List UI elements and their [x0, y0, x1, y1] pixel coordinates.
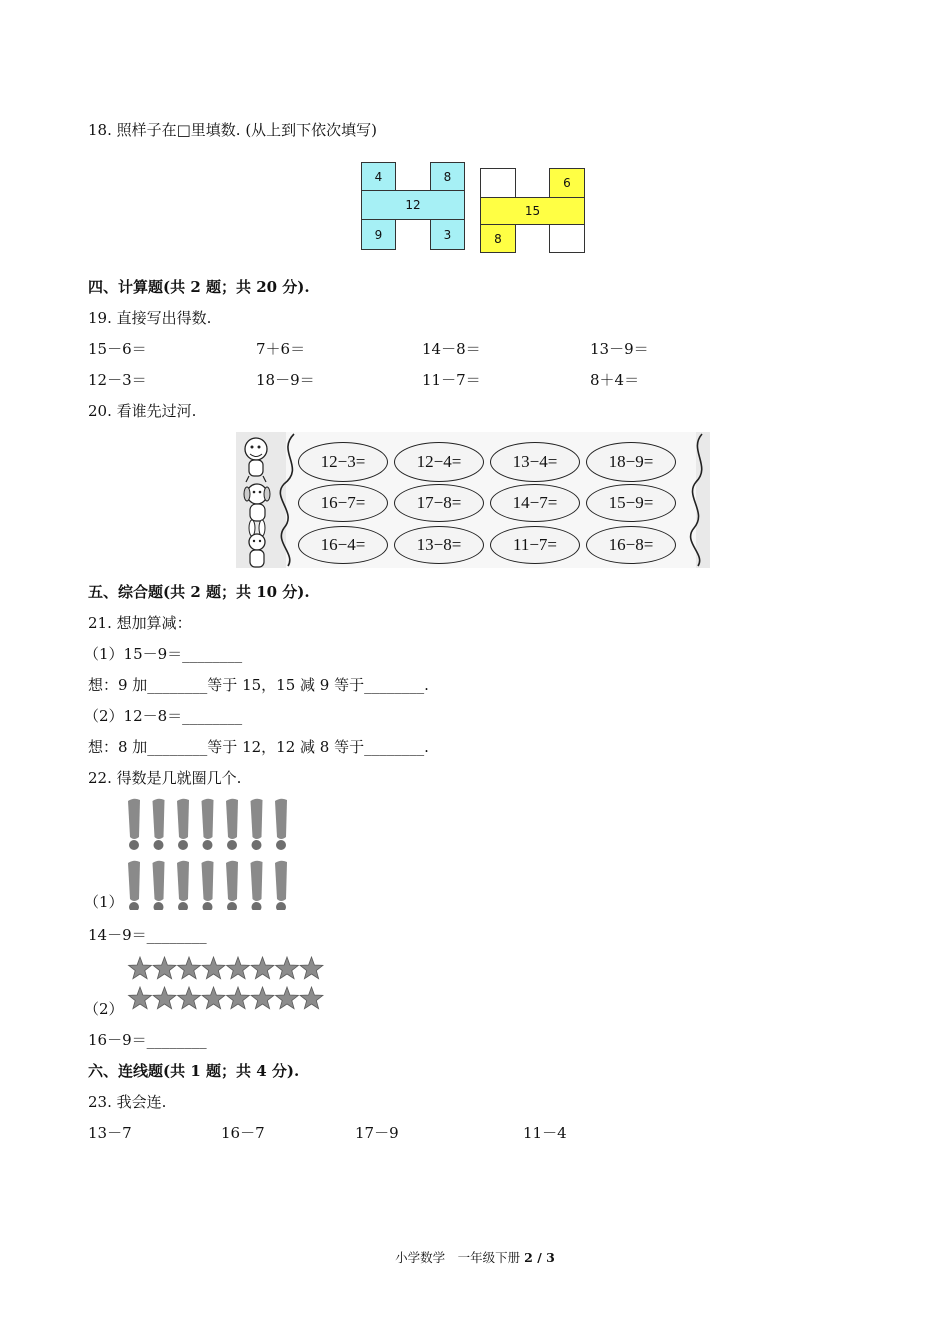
q19-expr: 8＋4＝ — [590, 371, 640, 389]
q19-text: 19. 直接写出得数. — [88, 309, 212, 327]
h-figure-task — [480, 168, 585, 253]
star-icon[interactable] — [202, 987, 225, 1009]
q19-expr: 15－6＝ — [88, 340, 147, 358]
section-4-heading: 四、计算题(共 2 题；共 20 分). — [88, 278, 310, 296]
example-middle-box: 12 — [361, 190, 465, 220]
star-icon[interactable] — [129, 957, 152, 979]
stamp-icon[interactable] — [177, 799, 189, 850]
river-figure — [236, 432, 710, 568]
star-icon[interactable] — [129, 987, 152, 1009]
q21-text: 21. 想加算减： — [88, 614, 192, 632]
stamp-icon[interactable] — [153, 799, 165, 850]
task-bottom-left-box: 8 — [480, 224, 516, 253]
q23-expr[interactable]: 17－9 — [355, 1124, 399, 1142]
q19-expr: 14－8＝ — [422, 340, 481, 358]
star-icon[interactable] — [178, 987, 201, 1009]
section-6-heading: 六、连线题(共 1 题；共 4 分). — [88, 1062, 300, 1080]
stamp-icon[interactable] — [202, 799, 214, 850]
q19-expr: 11－7＝ — [422, 371, 481, 389]
star-icon[interactable] — [251, 987, 274, 1009]
stone-oval: 16−4= — [298, 526, 388, 564]
q23-text: 23. 我会连. — [88, 1093, 167, 1111]
q21-part1[interactable]: （1）15－9＝________ — [84, 645, 243, 663]
star-icon[interactable] — [153, 957, 176, 979]
footer-subject: 小学数学 一年级下册 — [395, 1250, 525, 1265]
stamp-icon[interactable] — [153, 861, 165, 910]
page-number: 2 / 3 — [524, 1250, 555, 1265]
star-icon[interactable] — [251, 957, 274, 979]
stamp-icon[interactable] — [275, 799, 287, 850]
stone-oval: 16−7= — [298, 484, 388, 522]
stone-oval: 16−8= — [586, 526, 676, 564]
stamp-icon[interactable] — [275, 861, 287, 910]
example-bottom-left-box: 9 — [361, 219, 396, 250]
example-bottom-right-box: 3 — [430, 219, 465, 250]
stone-oval: 13−4= — [490, 442, 580, 482]
q18-text: 18. 照样子在□里填数. (从上到下依次填写) — [88, 121, 378, 139]
stone-oval: 15−9= — [586, 484, 676, 522]
star-icon[interactable] — [178, 957, 201, 979]
q20-text: 20. 看谁先过河. — [88, 402, 197, 420]
stamp-icon[interactable] — [251, 861, 263, 910]
star-icon[interactable] — [202, 957, 225, 979]
stamp-icon[interactable] — [128, 861, 140, 910]
star-icon[interactable] — [300, 957, 323, 979]
star-icon[interactable] — [227, 987, 250, 1009]
star-icon[interactable] — [276, 957, 299, 979]
q22-part2-equation[interactable]: 16－9＝________ — [88, 1031, 207, 1049]
q19-expr: 7＋6＝ — [256, 340, 306, 358]
stamp-icon[interactable] — [251, 799, 263, 850]
stamp-icon[interactable] — [177, 861, 189, 910]
stamp-icon[interactable] — [202, 861, 214, 910]
stone-oval: 11−7= — [490, 526, 580, 564]
stamp-icon[interactable] — [128, 799, 140, 850]
q22-part2-label: （2） — [84, 1000, 124, 1018]
q21-part1-think[interactable]: 想：9 加________等于 15，15 减 9 等于________. — [88, 676, 429, 694]
q22-part1-equation[interactable]: 14－9＝________ — [88, 926, 207, 944]
q19-expr: 12－3＝ — [88, 371, 147, 389]
stone-oval: 14−7= — [490, 484, 580, 522]
star-icon[interactable] — [153, 987, 176, 1009]
q19-expr: 18－9＝ — [256, 371, 315, 389]
q21-part2[interactable]: （2）12－8＝________ — [84, 707, 243, 725]
q21-part2-think[interactable]: 想：8 加________等于 12，12 减 8 等于________. — [88, 738, 429, 756]
q23-expr[interactable]: 16－7 — [221, 1124, 265, 1142]
stone-oval: 17−8= — [394, 484, 484, 522]
q23-expr[interactable]: 11－4 — [523, 1124, 567, 1142]
q22-part1-label: （1） — [84, 893, 124, 911]
q19-expr: 13－9＝ — [590, 340, 649, 358]
stone-oval: 13−8= — [394, 526, 484, 564]
stone-oval: 12−3= — [298, 442, 388, 482]
q22-text: 22. 得数是几就圈几个. — [88, 769, 242, 787]
star-group — [126, 956, 330, 1014]
h-figure-example — [361, 162, 465, 250]
stamp-icon[interactable] — [226, 861, 238, 910]
star-icon[interactable] — [300, 987, 323, 1009]
example-top-left-box: 4 — [361, 162, 396, 191]
stone-oval: 18−9= — [586, 442, 676, 482]
star-icon[interactable] — [227, 957, 250, 979]
page-footer — [0, 1248, 950, 1266]
star-icon[interactable] — [276, 987, 299, 1009]
stone-oval: 12−4= — [394, 442, 484, 482]
task-top-left-box[interactable] — [480, 168, 516, 198]
rubber-stamp-group — [120, 795, 300, 910]
section-5-heading: 五、综合题(共 2 题；共 10 分). — [88, 583, 310, 601]
task-middle-box: 15 — [480, 197, 585, 225]
example-top-right-box: 8 — [430, 162, 465, 191]
task-bottom-right-box[interactable] — [549, 224, 585, 253]
stamp-icon[interactable] — [226, 799, 238, 850]
task-top-right-box: 6 — [549, 168, 585, 198]
q23-expr[interactable]: 13－7 — [88, 1124, 132, 1142]
